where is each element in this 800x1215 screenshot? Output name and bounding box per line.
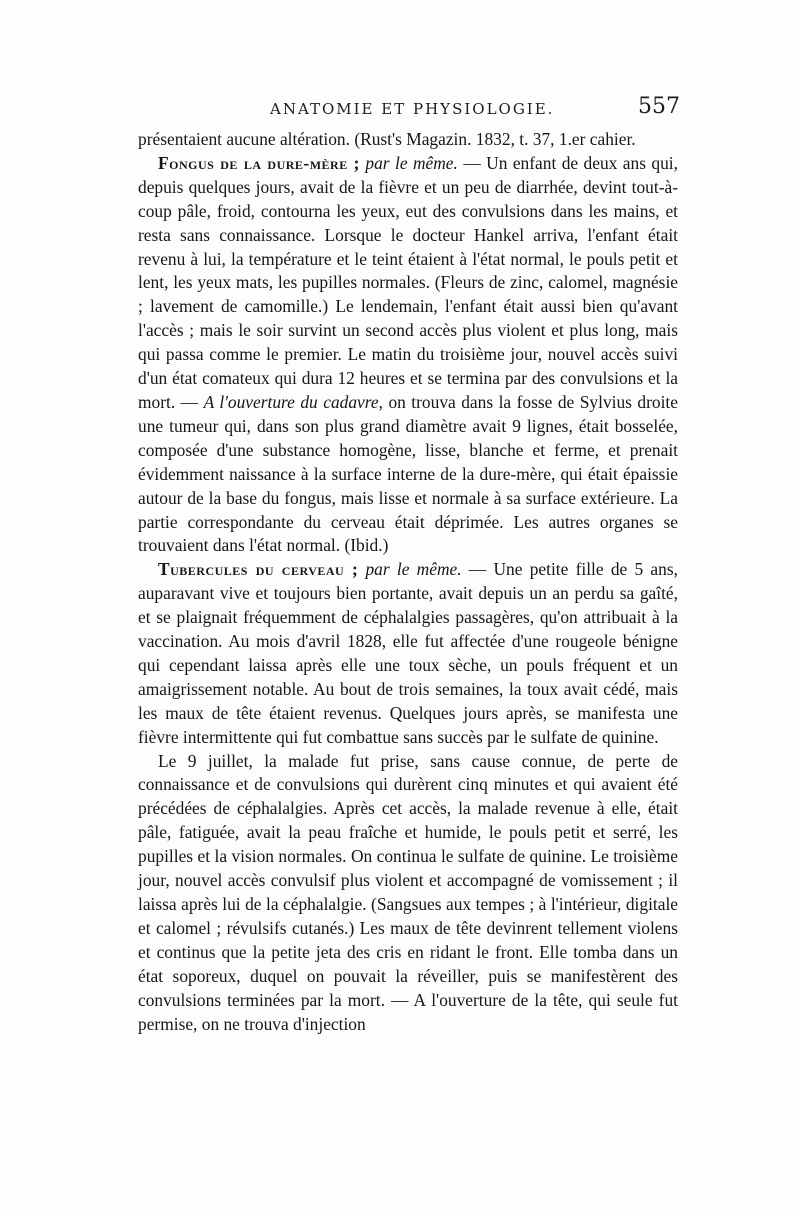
paragraph-text: présentaient aucune altération. (Rust's Magazin. 1832, t. 37, 1.er cahier. [138,129,636,149]
page-number: 557 [638,94,680,119]
running-title: ANATOMIE ET PHYSIOLOGIE. [270,100,555,118]
running-head [140,94,680,124]
section-byline: par le même. [365,559,462,580]
paragraph-text: Le 9 juillet, la malade fut prise, sans cause connue, de perte de connaissance et de convulsions qui durèrent cinq minutes et qui avaient été précédées de céphalalgies. Après cet accès, la malade revenue à elle, était pâle, fatiguée, avait la peau fraîche et humide, le pouls petit et serré, les pupilles et la vision normales. On continua le sulfate de quinine. Le troisième jour, nouvel accès convulsif plus violent et accompagné de vomissement ; il laissa après lui de la céphalalgie. (Sangsues aux tempes ; à l'intérieur, digitale et calomel ; révulsifs cutanés.) Les maux de tête devinrent tellement violens et continus que la petite jeta des cris en ridant le front. Elle tomba dans un état soporeux, duquel on pouvait la réveiller, puis se manifestèrent des convulsions terminées par la mort. — A l'ouverture de la tête, qui seule fut permise, on ne trouva d'injection [138,750,678,1034]
paragraph-juillet [138,750,678,1037]
paragraph-tubercules [138,558,678,749]
section-heading: Tubercules du cerveau ; [158,559,359,580]
section-heading: Fongus de la dure-mère ; [158,152,360,173]
paragraph-italic-phrase: A l'ouverture du cadavre, [203,391,383,412]
body-text [138,128,678,1036]
paragraph-text: — Un enfant de deux ans qui, depuis quelques jours, avait de la fièvre et un peu de diarrhée, devint tout-à-coup pâle, froid, contourna les yeux, eut des convulsions dans les mains, et resta sans connaissance. Lorsque le docteur Hankel arriva, l'enfant était revenu à lui, la température et le teint étaient à l'état normal, le pouls petit et lent, les yeux mats, les pupilles normales. (Fleurs de zinc, calomel, magnésie ; lavement de camomille.) Le lendemain, l'enfant était aussi bien qu'avant l'accès ; mais le soir survint un second accès plus violent et plus long, mais qui passa comme le premier. Le matin du troisième jour, nouvel accès suivi d'un état comateux qui dura 12 heures et se termina par des convulsions et la mort. — [138,152,678,412]
paragraph-text-continued: on trouva dans la fosse de Sylvius droite une tumeur qui, dans son plus grand diamètre avait 9 lignes, était bosselée, composée d'une substance homogène, lisse, blanche et ferme, et prenait évidemment naissance à la surface interne de la dure-mère, qui était épaissie autour de la base du fongus, mais lisse et normale à sa surface extérieure. La partie correspondante du cerveau était déprimée. Les autres organes se trouvaient dans l'état normal. (Ibid.) [138,391,678,556]
paragraph-text: — Une petite fille de 5 ans, auparavant vive et toujours bien portante, avait depuis un an perdu sa gaîté, et se plaignait fréquemment de céphalalgies passagères, qu'on attribuait à la vaccination. Au mois d'avril 1828, elle fut affectée d'une rougeole bénigne qui cependant laissa après elle une toux sèche, un pouls fréquent et un amaigrissement notable. Au bout de trois semaines, la toux avait cédé, mais les maux de tête étaient revenus. Quelques jours après, se manifesta une fièvre intermittente qui fut combattue sans succès par le sulfate de quinine. [138,559,678,747]
section-byline: par le même. [365,152,458,173]
paragraph-fongus [138,152,678,558]
paragraph-continuation [138,128,678,152]
